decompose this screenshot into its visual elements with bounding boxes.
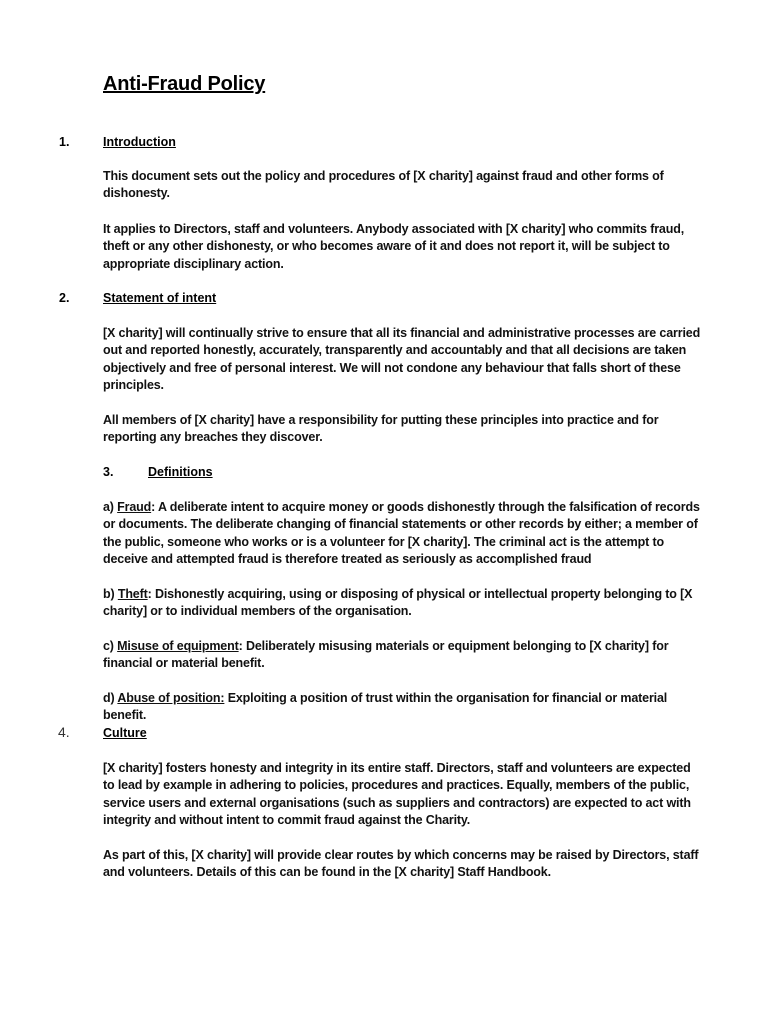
- definition-text: A deliberate intent to acquire money or goods dishonestly through the falsification of records or documents. The deliberate changing of financial statements or other records by either; a member of the public, someone who works or is a volunteer for [X charity]. The criminal act is the attempt to deceive and attempted fraud is therefore treated as seriously as accomplished fraud: [103, 500, 700, 567]
- section-3-heading: [0, 464, 768, 482]
- section-number: 1.: [59, 135, 70, 149]
- definition-theft: [103, 586, 703, 621]
- definition-term: Abuse of position:: [117, 691, 225, 705]
- definition-sep: :: [238, 639, 243, 653]
- definition-sep: :: [147, 587, 152, 601]
- paragraph: This document sets out the policy and procedures of [X charity] against fraud and other forms of dishonesty.: [103, 169, 664, 201]
- section-number: 4.: [58, 724, 70, 740]
- paragraph: As part of this, [X charity] will provide clear routes by which concerns may be raised by Directors, staff and volunteers. Details of this can be found in the [X charity] Staff Handbook.: [103, 848, 699, 880]
- definition-prefix: a): [103, 500, 118, 514]
- definition-term: Fraud: [117, 500, 152, 514]
- definition-abuse-of-position: [103, 690, 703, 725]
- section-title: Introduction: [103, 135, 176, 149]
- section-title: Definitions: [148, 465, 213, 479]
- definition-misuse-of-equipment: [103, 638, 703, 673]
- definition-prefix: c): [103, 639, 118, 653]
- definition-text: Dishonestly acquiring, using or disposing of physical or intellectual property belonging to [X charity] or to individual members of the organisation.: [103, 587, 693, 619]
- paragraph: [X charity] will continually strive to ensure that all its financial and administrative processes are carried out and reported honestly, accurately, transparently and accountably and that all decisions are taken objectively and free of personal interest. We will not condone any behaviour that falls short of these principles.: [103, 326, 701, 393]
- section-4-heading: [0, 725, 768, 743]
- definition-fraud: [103, 499, 703, 569]
- definition-prefix: b): [103, 587, 118, 601]
- definition-prefix: d): [103, 691, 118, 705]
- section-2-heading: [0, 290, 768, 308]
- definition-text: Deliberately misusing materials or equipment belonging to [X charity] for financial or material benefit.: [103, 639, 669, 671]
- definition-text: Exploiting a position of trust within the organisation for financial or material benefit.: [103, 691, 668, 723]
- section-1-heading: [0, 134, 768, 152]
- section-title: Culture: [103, 726, 147, 740]
- paragraph: It applies to Directors, staff and volunteers. Anybody associated with [X charity] who commits fraud, theft or any other dishonesty, or who becomes aware of it and does not report it, will be subject to appropriate disciplinary action.: [103, 222, 685, 271]
- section-number: 2.: [59, 291, 70, 305]
- definition-sep: :: [151, 500, 156, 514]
- section-title: Statement of intent: [103, 291, 217, 305]
- definition-term: Misuse of equipment: [117, 639, 239, 653]
- page-title: Anti-Fraud Policy: [103, 73, 266, 95]
- paragraph: [X charity] fosters honesty and integrity in its entire staff. Directors, staff and volunteers are expected to lead by example in adhering to policies, procedures and practices. Equally, members of the public, service users and external organisations (such as suppliers and contractors) are expected to act with integrity and without intent to commit fraud against the Charity.: [103, 761, 691, 828]
- paragraph: All members of [X charity] have a responsibility for putting these principles into practice and for reporting any breaches they discover.: [103, 413, 659, 445]
- section-number: 3.: [103, 465, 114, 479]
- definition-term: Theft: [117, 587, 148, 601]
